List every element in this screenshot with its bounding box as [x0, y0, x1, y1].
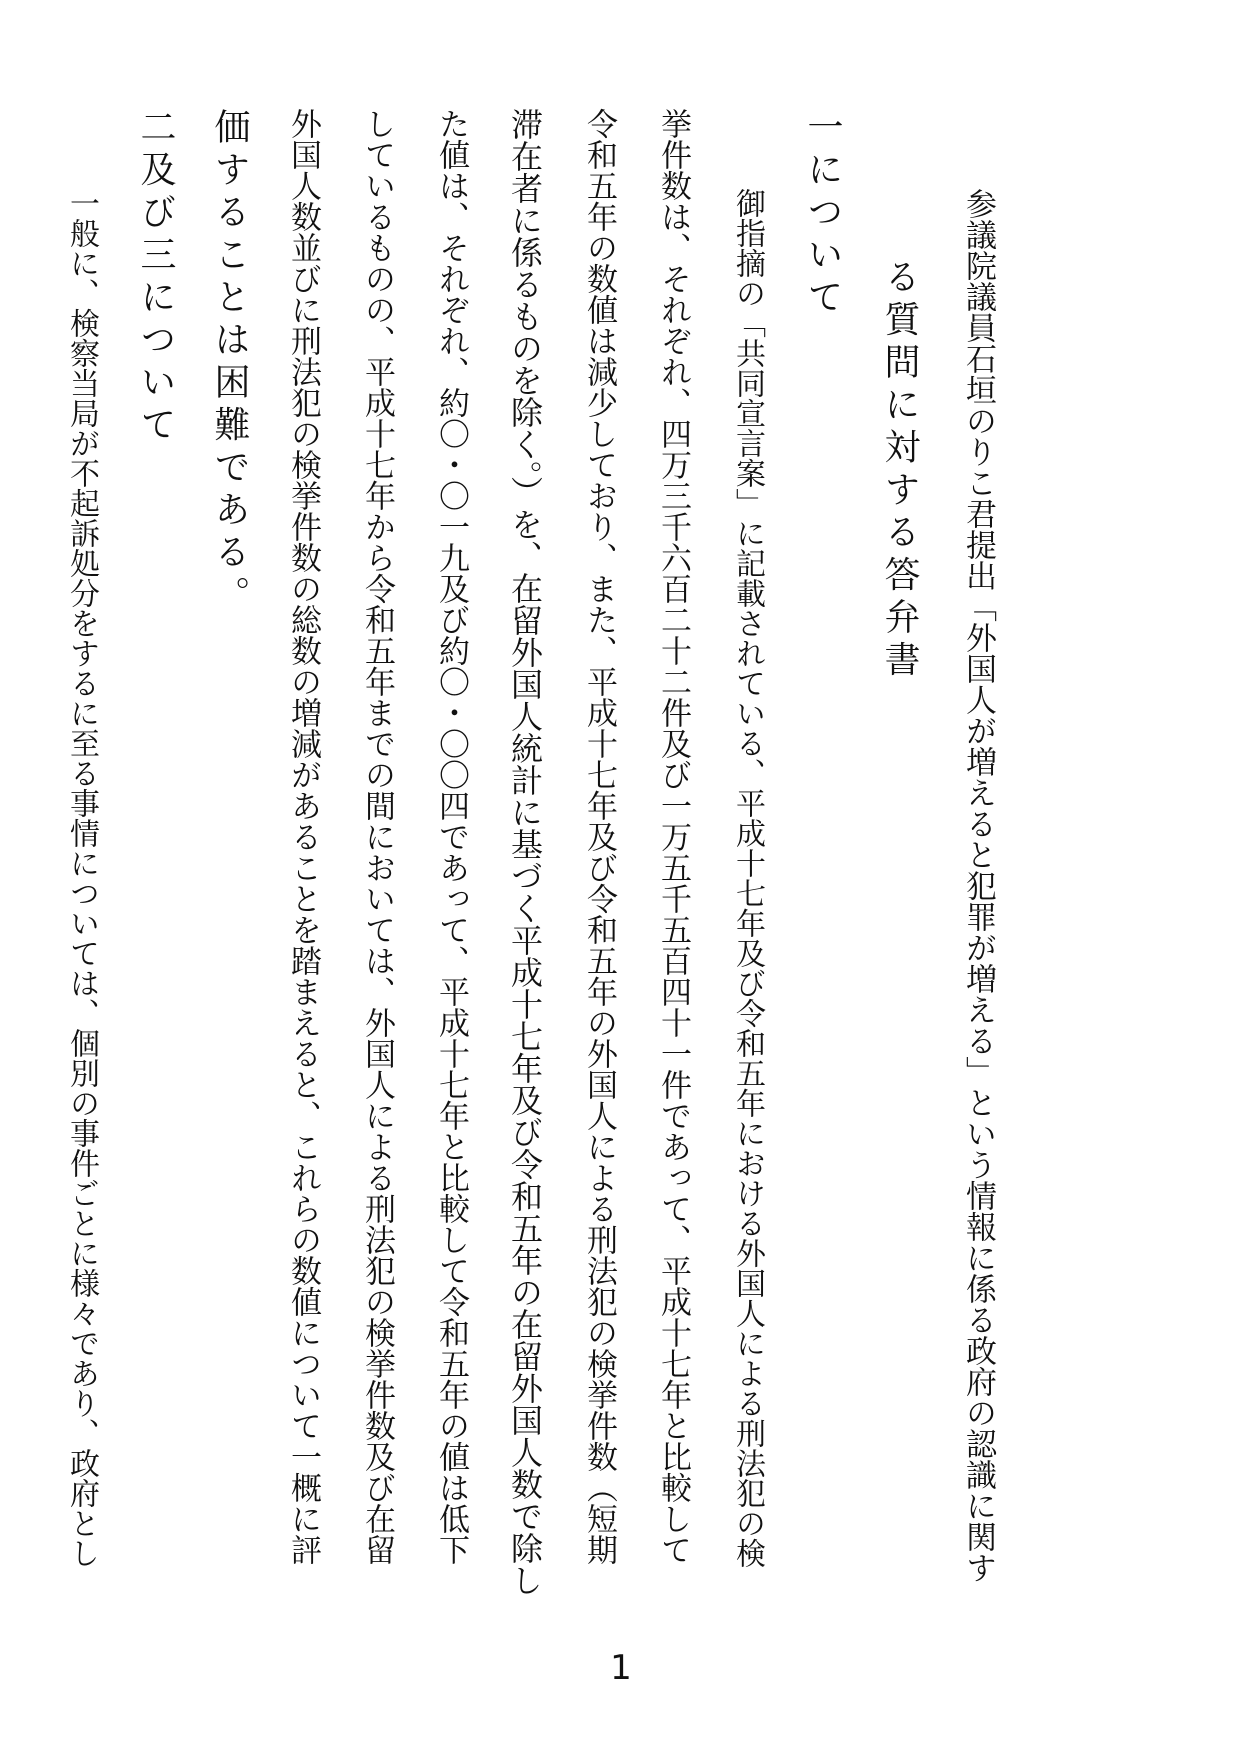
- body-line-5: た値は、それぞれ、約〇・〇一九及び約〇・〇〇四であって、平成十七年と比較して令和五年の値は低下: [433, 108, 469, 1565]
- body-line-6: しているものの、平成十七年から令和五年までの間においては、外国人による刑法犯の検挙件数及び在留: [359, 108, 395, 1565]
- body-line-1: 御指摘の「共同宣言案」に記載されている、平成十七年及び令和五年における外国人による刑法犯の検: [730, 188, 765, 1568]
- page-number: 1: [610, 1648, 632, 1688]
- title-line-2: る質問に対する答弁書: [879, 258, 920, 683]
- body-line-7: 外国人数並びに刑法犯の検挙件数の総数の増減があることを踏まえると、これらの数値について一概に評: [285, 108, 321, 1565]
- body-line-3: 令和五年の数値は減少しており、また、平成十七年及び令和五年の外国人による刑法犯の検挙件数（短期: [581, 108, 617, 1565]
- body-line-4: 滞在者に係るものを除く。）を、在留外国人統計に基づく平成十七年及び令和五年の在留外国人数で除し: [506, 108, 544, 1596]
- section-heading-1: 一について: [802, 108, 843, 321]
- body-line-9: 一般に、検察当局が不起訴処分をするに至る事情については、個別の事件ごとに様々であり、政府とし: [64, 188, 99, 1568]
- section-heading-2: 二及び三について: [135, 108, 176, 448]
- title-line-1: 参議院議員石垣のりこ君提出「外国人が増えると犯罪が増える」という情報に係る政府の認識に関す: [960, 188, 996, 1583]
- body-line-8: 価することは困難である。: [209, 108, 250, 618]
- body-line-2: 挙件数は、それぞれ、四万三千六百二十二件及び一万五千五百四十一件であって、平成十七年と比較して: [655, 108, 691, 1565]
